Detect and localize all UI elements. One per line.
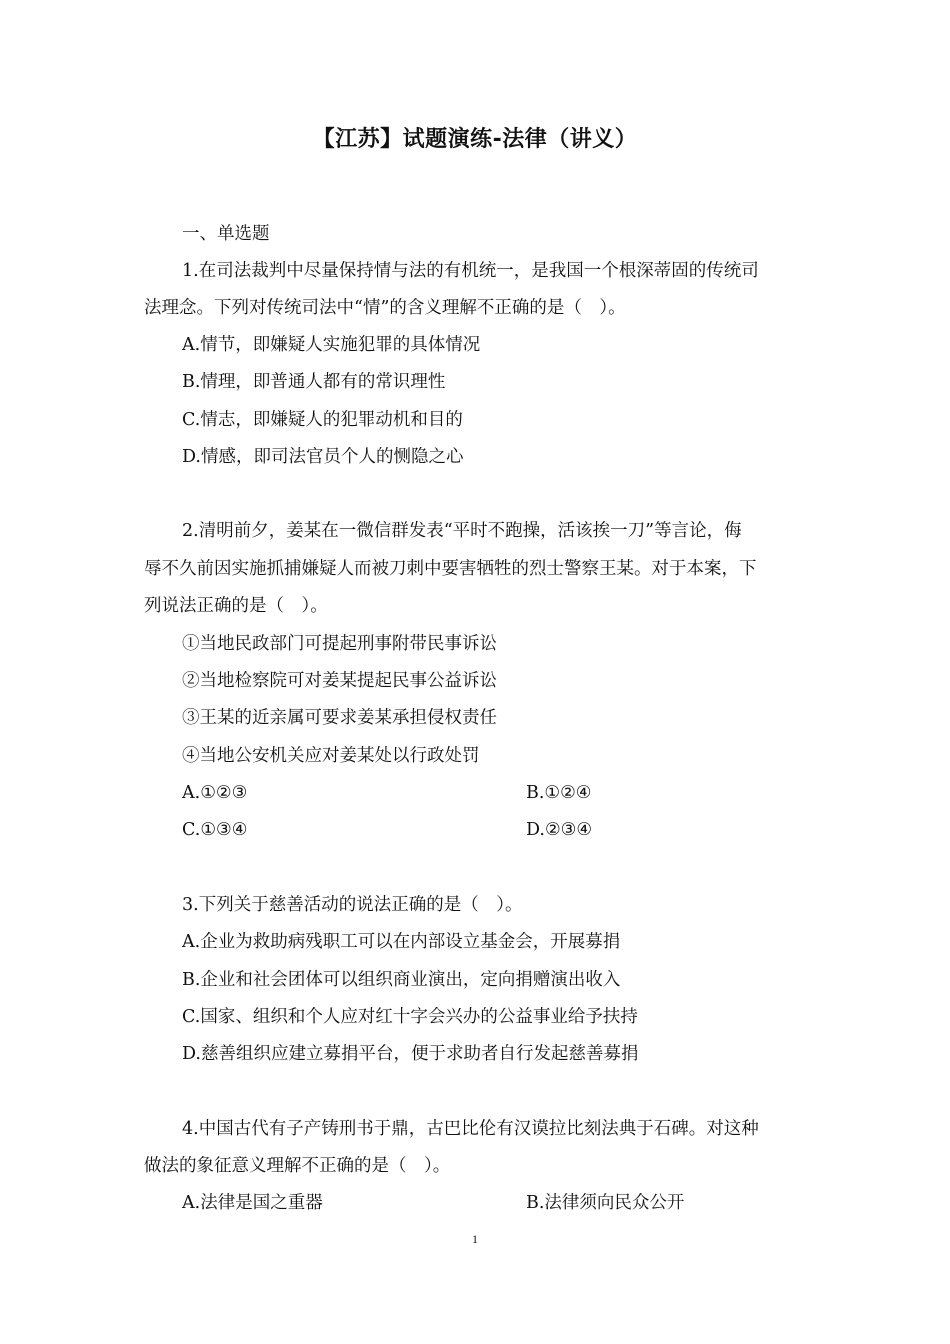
question-4-stem-line-2: 做法的象征意义理解不正确的是（ ）。 xyxy=(144,1156,451,1176)
question-2-stem-line-2: 辱不久前因实施抓捕嫌疑人而被刀刺中要害牺牲的烈士警察王某。对于本案，下 xyxy=(144,559,757,579)
question-1-option-c: C.情志，即嫌疑人的犯罪动机和目的 xyxy=(182,410,463,430)
question-2-statement-1: ①当地民政部门可提起刑事附带民事诉讼 xyxy=(182,634,497,654)
document-title: 【江苏】试题演练-法律（讲义） xyxy=(312,127,638,152)
question-2-stem-line-1: 2.清明前夕，姜某在一微信群发表“平时不跑操，活该挨一刀”等言论，侮 xyxy=(182,521,742,541)
question-3-option-a: A.企业为救助病残职工可以在内部设立基金会，开展募捐 xyxy=(182,932,621,952)
question-1-stem-line-2: 法理念。下列对传统司法中“情”的含义理解不正确的是（ ）。 xyxy=(144,298,626,318)
question-2-option-c: C.①③④ xyxy=(182,820,248,840)
question-4-option-b: B.法律须向民众公开 xyxy=(526,1193,685,1213)
question-2-option-b: B.①②④ xyxy=(526,783,592,803)
section-heading: 一、单选题 xyxy=(182,224,270,244)
question-1-option-a: A.情节，即嫌疑人实施犯罪的具体情况 xyxy=(182,335,481,355)
question-2-statement-2: ②当地检察院可对姜某提起民事公益诉讼 xyxy=(182,671,497,691)
question-2-option-d: D.②③④ xyxy=(526,820,593,840)
question-4-stem-line-1: 4.中国古代有子产铸刑书于鼎，古巴比伦有汉谟拉比刻法典于石碑。对这种 xyxy=(182,1119,759,1139)
question-1-stem-line-1: 1.在司法裁判中尽量保持情与法的有机统一，是我国一个根深蒂固的传统司 xyxy=(182,261,759,281)
question-4-option-a: A.法律是国之重器 xyxy=(182,1193,323,1213)
question-1-option-b: B.情理，即普通人都有的常识理性 xyxy=(182,372,446,392)
question-3-stem-line-1: 3.下列关于慈善活动的说法正确的是（ ）。 xyxy=(182,895,523,915)
question-2-stem-line-3: 列说法正确的是（ ）。 xyxy=(144,596,328,616)
question-2-statement-4: ④当地公安机关应对姜某处以行政处罚 xyxy=(182,746,480,766)
question-3-option-b: B.企业和社会团体可以组织商业演出，定向捐赠演出收入 xyxy=(182,970,621,990)
question-3-option-c: C.国家、组织和个人应对红十字会兴办的公益事业给予扶持 xyxy=(182,1007,638,1027)
question-1-option-d: D.情感，即司法官员个人的恻隐之心 xyxy=(182,447,464,467)
question-2-statement-3: ③王某的近亲属可要求姜某承担侵权责任 xyxy=(182,708,497,728)
question-2-option-a: A.①②③ xyxy=(182,783,248,803)
page-number: 1 xyxy=(472,1232,478,1246)
question-3-option-d: D.慈善组织应建立募捐平台，便于求助者自行发起慈善募捐 xyxy=(182,1044,639,1064)
